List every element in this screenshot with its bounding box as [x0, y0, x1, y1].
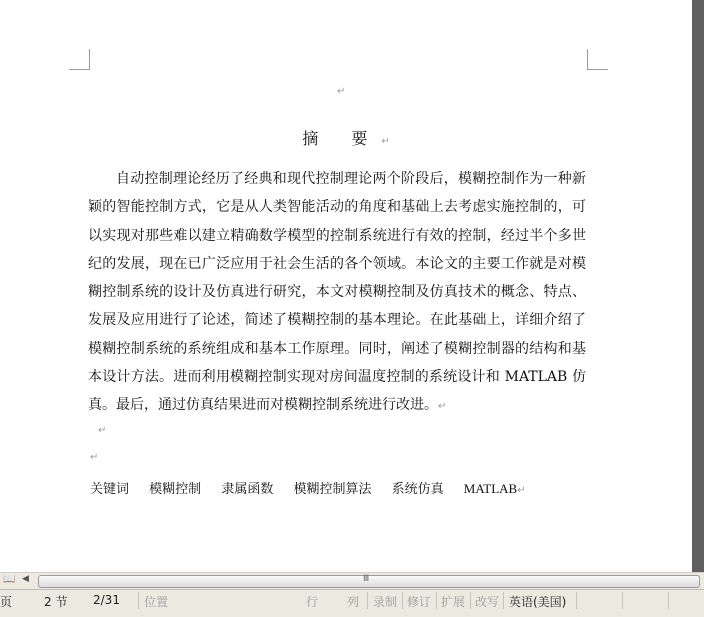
keyword: 隶属函数 [221, 482, 274, 497]
keyword: MATLAB [463, 481, 518, 496]
status-language[interactable]: 英语(美国) [509, 595, 567, 609]
paragraph-mark: ↵ [98, 425, 107, 436]
keyword: 模糊控制 [149, 482, 202, 497]
scrollbar-grip-icon: Ⅲ [363, 574, 370, 584]
status-revise[interactable]: 修订 [407, 595, 432, 609]
keyword: 系统仿真 [391, 482, 444, 497]
status-section[interactable]: 2 节 [44, 595, 68, 609]
paragraph-mark: ↵ [438, 401, 447, 413]
status-page-count[interactable]: 2/31 [93, 593, 120, 607]
keyword: 模糊控制算法 [293, 482, 372, 497]
abstract-paragraph[interactable] [88, 165, 586, 422]
abstract-text: 自动控制理论经历了经典和现代控制理论两个阶段后，模糊控制作为一种新颖的智能控制方式，它是从人类智能活动的角度和基础上去考虑实施控制的，可以实现对那些难以建立精确数学模型的控制系统进行有效的控制，经过半个多世纪的发展，现在已广泛应用于社会生活的各个领域。本论文的主要工作就是对模糊控制系统的设计及仿真进行研究，本文对模糊控制及仿真技术的概念、特点、发展及应用进行了论述，简述了模糊控制的基本理论。在此基础上，详细介绍了模糊控制系统的系统组成和基本工作原理。同时，阐述了模糊控制器的结构和基本设计方法。进而利用模糊控制实现对房间温度控制的系统设计和 MATLAB 仿真。最后，通过仿真结果进而对模糊控制系统进行改进。 [88, 171, 586, 414]
scroll-left-arrow-icon[interactable]: ◀ [22, 574, 29, 584]
margin-corner-top-left [69, 49, 90, 70]
status-column[interactable]: 列 [347, 595, 360, 609]
keywords-label: 关键词 [90, 482, 130, 497]
status-record[interactable]: 录制 [373, 595, 398, 609]
paragraph-mark: ↵ [381, 136, 390, 147]
status-row[interactable]: 行 [306, 595, 319, 609]
status-extend[interactable]: 扩展 [441, 595, 466, 609]
abstract-title-text: 摘 要 [302, 129, 382, 148]
keywords-line[interactable] [90, 478, 526, 497]
paragraph-mark: ↵ [90, 452, 99, 463]
paragraph-mark: ↵ [517, 485, 526, 496]
reading-view-icon[interactable]: 📖 [3, 574, 16, 585]
status-bar [0, 589, 704, 617]
workspace-edge [692, 0, 704, 572]
paragraph-mark: ↵ [337, 86, 346, 97]
abstract-title[interactable] [0, 126, 692, 149]
horizontal-scrollbar[interactable] [0, 572, 704, 589]
status-position[interactable]: 位置 [144, 595, 169, 609]
status-page[interactable]: 页 [0, 595, 13, 609]
margin-corner-top-right [587, 49, 608, 70]
status-overwrite[interactable]: 改写 [475, 595, 500, 609]
scrollbar-thumb[interactable] [38, 575, 700, 588]
